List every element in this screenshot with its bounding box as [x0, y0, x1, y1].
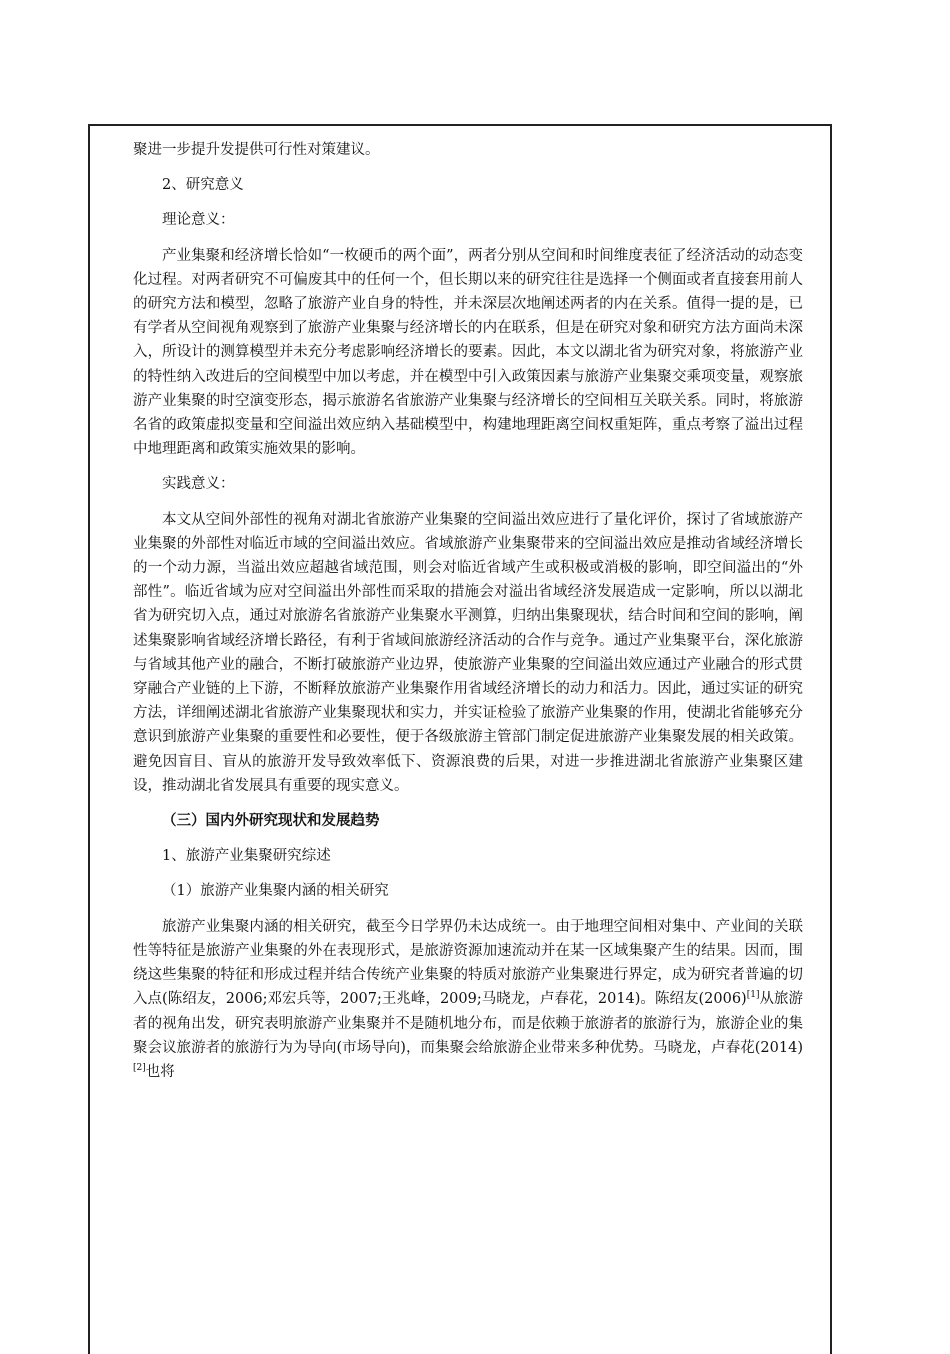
paragraph-theoretical: 产业集聚和经济增长恰如“一枚硬币的两个面”，两者分别从空间和时间维度表征了经济活动的动态变化过程。对两者研究不可偏废其中的任何一个，但长期以来的研究往往是选择一个侧面或者直接套用前人的研究方法和模型，忽略了旅游产业自身的特性，并未深层次地阐述两者的内在关系。值得一提的是，已有学者从空间视角观察到了旅游产业集聚与经济增长的内在联系，但是在研究对象和研究方法方面尚未深入，所设计的测算模型并未充分考虑影响经济增长的要素。因此，本文以湖北省为研究对象，将旅游产业的特性纳入改进后的空间模型中加以考虑，并在模型中引入政策因素与旅游产业集聚交乘项变量，观察旅游产业集聚的时空演变形态，揭示旅游名省旅游产业集聚与经济增长的空间相互关联关系。同时，将旅游名省的政策虚拟变量和空间溢出效应纳入基础模型中，构建地理距离空间权重矩阵，重点考察了溢出过程中地理距离和政策实施效果的影响。 — [133, 247, 803, 458]
citation-ref-2[interactable]: [2] — [133, 1063, 146, 1074]
paragraph-text-part-1: 旅游产业集聚内涵的相关研究，截至今日学界仍未达成统一。由于地理空间相对集中、产业间的关联性等特征是旅游产业集聚的外在表现形式，是旅游资源加速流动并在某一区域集聚产生的结果。因而，围绕这些集聚的特征和形成过程并结合传统产业集聚的特质对旅游产业集聚进行界定，成为研究者普遍的切入点(陈绍友，2006;邓宏兵等，2007;王兆峰，2009;马晓龙，卢春花，2014)。陈绍友(2006) — [133, 918, 803, 1008]
paragraph-text-part-3: 也将 — [145, 1063, 175, 1080]
heading-cluster-review: 1、旅游产业集聚研究综述 — [162, 848, 331, 865]
heading-research-significance: 2、研究意义 — [162, 177, 244, 194]
paragraph-cluster-connotation — [133, 915, 803, 1084]
paragraph-continuation: 聚进一步提升发提供可行性对策建议。 — [133, 142, 380, 158]
document-body — [133, 138, 803, 1084]
heading-cluster-connotation: （1）旅游产业集聚内涵的相关研究 — [162, 883, 389, 900]
heading-practical-significance: 实践意义： — [162, 476, 235, 493]
paragraph-text-part-2: 从旅游者的视角出发，研究表明旅游产业集聚并不是随机地分布，而是依赖于旅游者的旅游行为，旅游企业的集聚会议旅游者的旅游行为为导向(市场导向)，而集聚会给旅游企业带来多种优势。马晓龙，卢春花(2014) — [133, 991, 803, 1056]
section-heading-research-status: （三）国内外研究现状和发展趋势 — [162, 812, 380, 830]
paragraph-practical: 本文从空间外部性的视角对湖北省旅游产业集聚的空间溢出效应进行了量化评价，探讨了省域旅游产业集聚的外部性对临近市域的空间溢出效应。省域旅游产业集聚带来的空间溢出效应是推动省域经济增长的一个动力源，当溢出效应超越省域范围，则会对临近省域产生或积极或消极的影响，即空间溢出的“外部性”。临近省域为应对空间溢出外部性而采取的措施会对溢出省域经济发展造成一定影响，所以以湖北省为研究切入点，通过对旅游名省旅游产业集聚水平测算，归纳出集聚现状，结合时间和空间的影响，阐述集聚影响省域经济增长路径，有利于省域间旅游经济活动的合作与竞争。通过产业集聚平台，深化旅游与省域其他产业的融合，不断打破旅游产业边界，使旅游产业集聚的空间溢出效应通过产业融合的形式贯穿融合产业链的上下游，不断释放旅游产业集聚作用省域经济增长的动力和活力。因此，通过实证的研究方法，详细阐述湖北省旅游产业集聚现状和实力，并实证检验了旅游产业集聚的作用，使湖北省能够充分意识到旅游产业集聚的重要性和必要性，便于各级旅游主管部门制定促进旅游产业集聚发展的相关政策。避免因盲目、盲从的旅游开发导致效率低下、资源浪费的后果，对进一步推进湖北省旅游产业集聚区建设，推动湖北省发展具有重要的现实意义。 — [133, 511, 803, 794]
citation-ref-1[interactable]: [1] — [746, 990, 760, 1001]
heading-theoretical-significance: 理论意义： — [162, 212, 235, 229]
